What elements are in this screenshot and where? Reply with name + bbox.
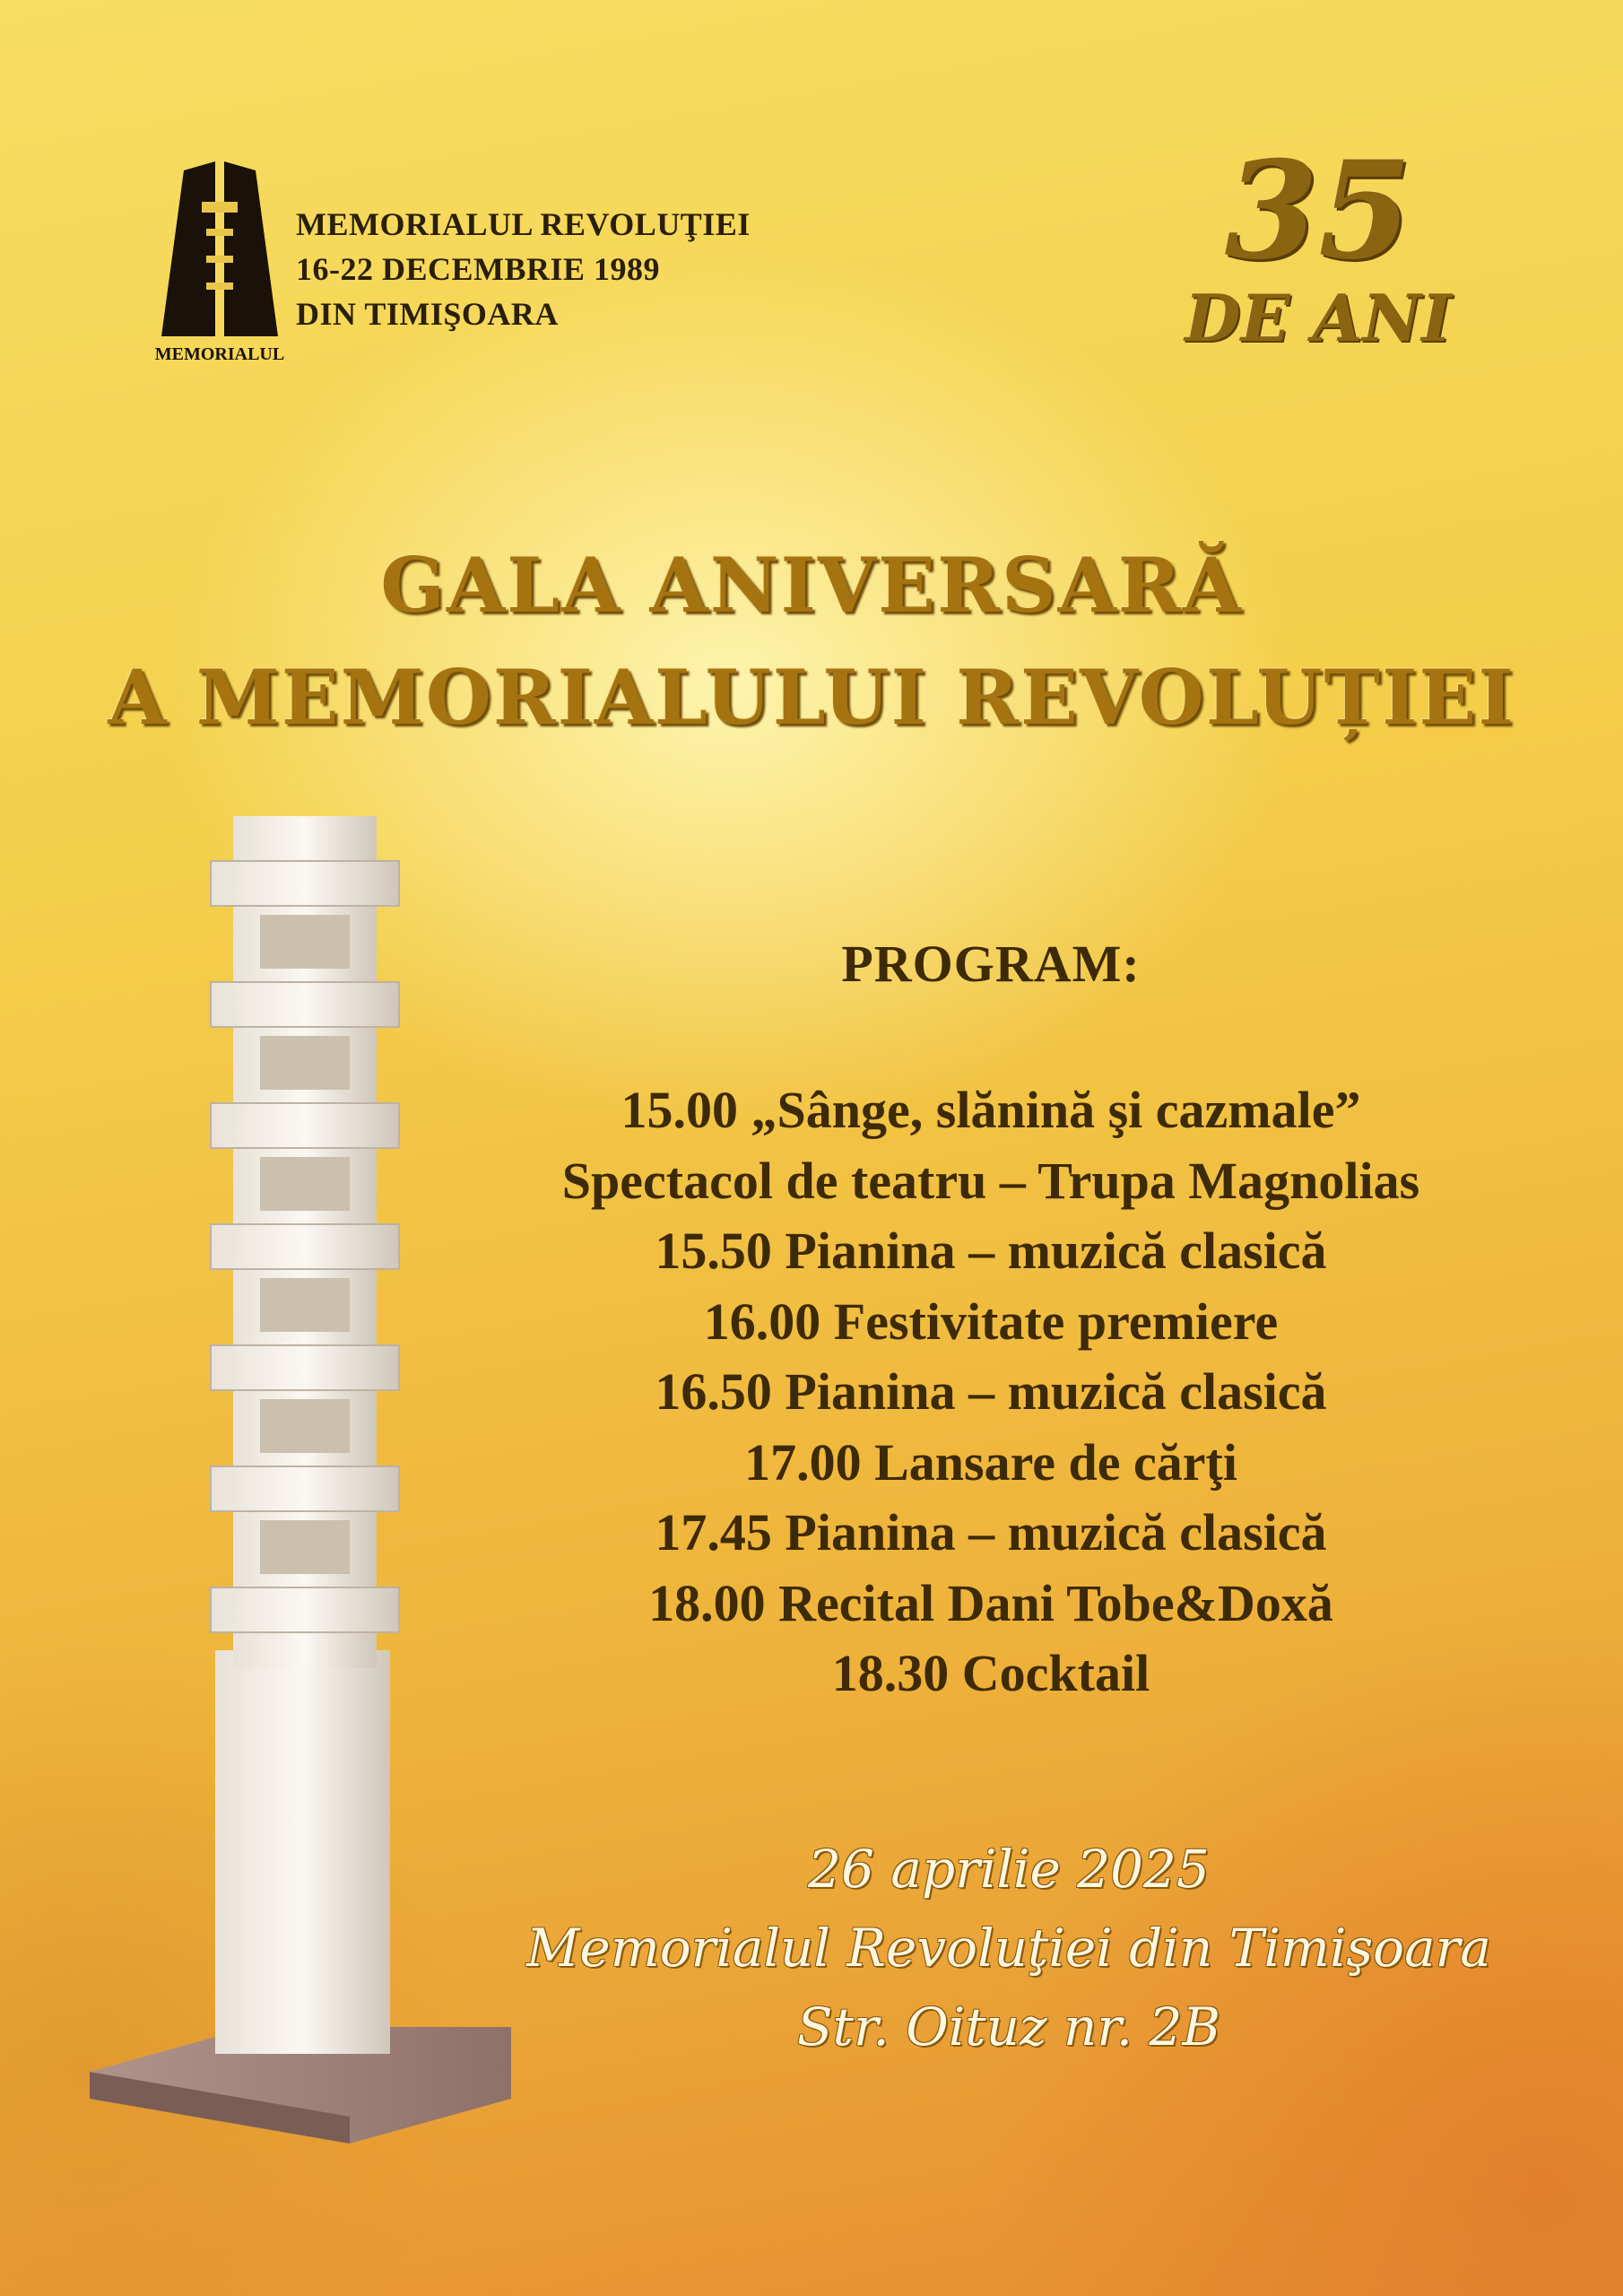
gala-title — [0, 529, 1623, 753]
memorial-logo-icon — [152, 157, 287, 363]
program-item: 18.00 Recital Dani Tobe&Doxă — [648, 1573, 1333, 1632]
program-item: 17.45 Pianina – muzică clasică — [655, 1503, 1327, 1561]
title-line-1: GALA ANIVERSARĂ — [380, 541, 1243, 630]
program-item: 16.00 Festivitate premiere — [703, 1292, 1279, 1351]
program-item: Spectacol de teatru – Trupa Magnolias — [561, 1151, 1420, 1210]
anniversary-number: 35 — [1224, 132, 1412, 290]
event-details — [395, 1830, 1623, 2066]
program-item: 15.00 „Sânge, slănină şi cazmale” — [621, 1081, 1361, 1139]
program-heading: PROGRAM: — [841, 935, 1141, 993]
program-item: 17.00 Lansare de cărţi — [744, 1432, 1237, 1492]
event-date: 26 aprilie 2025 — [808, 1839, 1210, 1900]
program-item: 16.50 Pianina – muzică clasică — [655, 1362, 1327, 1421]
program-item: 15.50 Pianina – muzică clasică — [655, 1222, 1327, 1280]
logo-mark-bottom-text: MEMORIALUL — [154, 344, 285, 363]
logo-line-1: MEMORIALUL REVOLUŢIEI — [296, 206, 751, 242]
logo-line-2: 16-22 DECEMBRIE 1989 — [296, 251, 661, 287]
anniversary-badge — [1139, 132, 1497, 359]
logo-line-3: DIN TIMIŞOARA — [296, 296, 559, 332]
program-section — [430, 928, 1551, 1709]
logo-text — [296, 202, 942, 336]
event-venue: Memorialul Revoluţiei din Timişoara — [526, 1918, 1491, 1979]
program-item: 18.30 Cocktail — [831, 1644, 1150, 1702]
event-address: Str. Oituz nr. 2B — [796, 1996, 1221, 2057]
anniversary-label: DE ANI — [1185, 280, 1452, 356]
title-line-2: A MEMORIALULUI REVOLUȚIEI — [108, 653, 1515, 742]
